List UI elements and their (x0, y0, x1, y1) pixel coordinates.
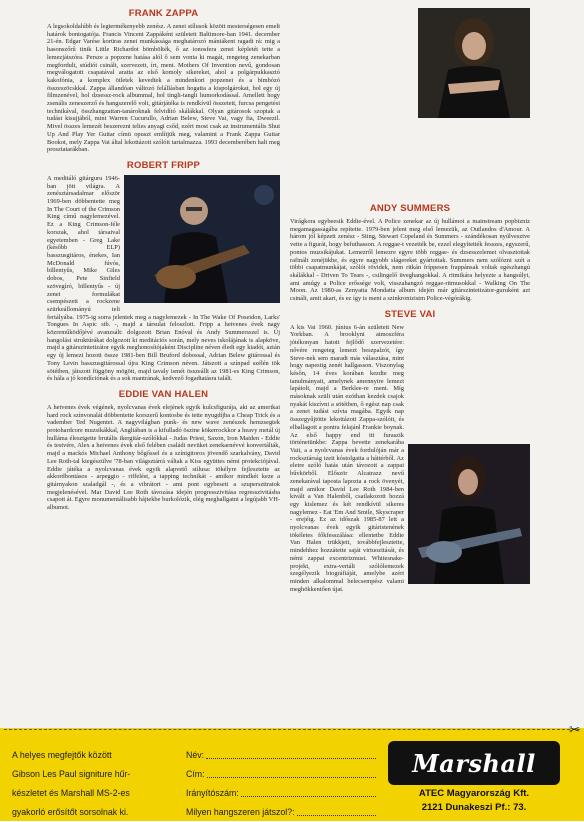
guitarist-photo-image (418, 8, 530, 118)
section-title: ANDY SUMMERS (369, 203, 451, 214)
logo-text: Marshall (412, 748, 536, 778)
promo-line: készletet és Marshall MS-2-es (12, 788, 130, 798)
guitarist-photo-image (124, 175, 280, 303)
sponsor-address-line: ATEC Magyarország Kft. (418, 788, 530, 799)
section-eddie-van-halen (47, 389, 280, 512)
instrument-label: Milyen hangszeren játszol?: (186, 807, 295, 817)
section-title: STEVE VAI (384, 308, 436, 320)
section-frank-zappa (47, 8, 280, 154)
address-line[interactable] (207, 765, 376, 778)
van-halen-photo (418, 8, 530, 118)
guitarist-photo-image (408, 444, 530, 584)
address-label: Cím: (186, 769, 205, 779)
name-field[interactable] (186, 746, 376, 765)
fripp-photo (124, 175, 280, 303)
section-andy-summers (290, 121, 530, 303)
zip-line[interactable] (241, 784, 376, 797)
name-line[interactable] (206, 746, 376, 759)
vai-photo (408, 444, 530, 584)
section-text: A kis Vai 1960. június 6-án született New Yorkban. A brooklyni atmoszféra jótékonyan hatott fejlődő szervezetére: nővére rengeteg lemezt beszpalzót, így Steve-nek sem maradt más választása, mint hogy napestig zenét hallgasson. Viszonylag későn, 14 éves korában kezdte meg tanulmányait, amelynek amennyire lemezt lapátolt, majd a Berklee-re ment. Míg másoknak szüli után ezóthan kezdek csajok nyakát kiszívni a sötétben, ő egész nap csak a zenei tudást szívta magába. Egyik nap összegyűjtötte lekottázott Zappa-szólóit, és elballagott a pontra felajánl Frankie boynak. Az első happy end itt furaszik történetünkbe: Zappa bevette zenekarába Vait, a a nyolcvanas évek fordulóján már a rocksztárság izeit kóstolgatta a háttérből. Az eletre szóló hatás után távozott a zappai bűvkörből. Először Alcatrazz nevű zenekarával taposta lapozta a rock övenyét, majd amikor David Lee Roth 1984-ben kivált a Van Halenből, csatlakozott hozzá egy kislemez és két rendkívül sikeres nagylemez - Eat 'Em And Smile, Skyscraper - erejéig. Ez az időszak 1985-87 lett a nyolcvanas évek egyik gitáristenének tökéletes főkfesszálása: ellentetbe Eddie Van Halen trükkjeit, továbbfejlesztette, mindehhez hozzátette saját virtuozitását, és némi zappai excentrizmust. Whitesnake-projekt, extra-vertált szólólemezek szegélyezik biográfiáját, amelybe azért minden alkalommal belecsempész valami meghökkentően újat. (290, 323, 404, 593)
section-title: ROBERT FRIPP (126, 159, 201, 171)
entry-form (186, 746, 376, 822)
section-text: A hetvenes évek végének, nyolcvanas évek elejének egyik kulcsfigurája, aki az amerikai hard rock színvonalát döbbentette korszerű kontosbe és tette nyugdíjba a Cheap Trick és a vadember Ted Nugentet. A nagyvilágban punk- és new wave zenészek hemzsegtek protohardcore muzsikákkal, Angliában is a kifulladó öszine kökerrockkor a heavy metál új hulláma élesztgette brutális ikergitár-szólókkal - Judas Priest, Saxon, Iron Maiden - Eddie és testvére, Alex a hetvenes évek első felében családi nevüket zenekarnévvé konvertálták, majd a mackós Michael Anthony bőgőssel és a színigitoros jövendő szarkalvány, David Lee Roth-tal kiegészülve '78-ban világsztárrá váltak a Kiss együttes némi protekciójával. Eddie játéka a nyolcvanas évek egyik alapvető stílusa: tökélyre fejlesztette az akkordbontásos - arpeggio - riffelést, a tapping technikát - amikor mindkét keze a gitárnyakon szaladgál -, és a vibrátort - ami pont egybesett a szuperszttratok megjelenésével. Mar David Lee Roth távozása idején progresszivitása regresszivitásba csapott át. Egyre monumentálisabb hájtekbe burkolózik, elég meghallgatni a legújabb VH-albumot. (47, 403, 280, 512)
section-text: Virágkora egybeesik Eddie-ével. A Police zenekar az új hullámot a mainstream popbizniz megamagasságába repítette. 1979-ben jelent meg első lemezük, az Outlandos d'Amour. A három jól képzett zenész - Sting, Stewart Copeland és Summers - szándékosan nyúlvesztve vette a figurát, hogy befuthasson. A reggae-t vezették be, ezzel elegyítették fesszes, egyszerű, pontos muzsikájukat. Lemezről lemezre egyre több reggae- és dzsesszelemet olvasztottak rafinált zenéjükbe, és egyre nagyobb slágereket gyártottak. Summers nem szólózni szét a többi csapatmunkájat, szólói rövidek, nem ritkán fríppesen frappánsak voltak egészhangú skálákkal - Driven To Tears -, csilingelő üveghangokkal. A ritmikára helyezte a hangsúlyt, ami amúgy a Police erőssége volt, visszahangzó reggae-ritmusokkal - Walking On The Moon. Az 1980-as Zenyatta Mondatta album idején már gitárszintetizátor-guruként azt csinált, amit akart, és ez így is ment a szinkronizistm Police-végórákig. (290, 218, 530, 303)
section-text: A legsokoldalúbb és legtermékenyebb zenész. A zenei stílusok között mesterségesen emelt határok bontogatója. Francis Vincent Zappáként született Baltimore-ban 1941. december 21-én. Edgar Varèse korüras zenei munkássága meghatározó mániákent ragadt rá: mig a hasonszőrű tinik Little Richardot bömbölték, ő az ionosfera zenei képletét tette a lemezjátszóra. Persze a popzene hatása alól ő sem vonta ki magát, rengeteg zenekarban megfordult, stúdiót csinált, szervezett, írt, ment. Mothers Of Invention nevű, gondosan megválogatott csapatával aratta az első komoly sikereket, ahol a polgárpukkasztó kakofónia, a komplex ötletek kevedtek a mindenkori popzenei és a bimbózó összeszöcskkal. Zappa állandóan változó felállásban hogatta a kispolgárokat, hol egy új filmzenével, hol dzsessz-rock albummal, hol tingli-tangli humorkodással. Amellett hogy zsenális zeneszerző és hangszerelő volt, gitárjátéka is rendkívül összetett, furcsa pengetési technikával, összhangzattan-tanároknak felvidító skálákkal. Olyan gitárosok szoptak a tudást kisujjából, mint Warren Cucurullo, Adrian Belew, Steve Vai, vagy fia, Dweezil. Mivel összes lemezét beszerezni telies anyagi csőd, ezért most csak az instrumentális Shut Up And Play Yer Guitar címü opuszt említjük meg, valamint a Frank Zappa Guitar Bookot, mely Zappa Vai által lekottázott szólóit tartalmazza. 1993 decemberében halt meg prosztatarákban. (47, 23, 280, 154)
marshall-logo (388, 741, 560, 785)
right-column (290, 8, 530, 599)
section-text: A meditáló gitárguru 1946-ban jött világra. A zenésztársadalmar először 1969-ben döbbentette meg In The Court of the Crimson King című nagylemezével. Ez a King Crimson-féle korszak, ahol társaival egyetemben - Greg Lake (később ELP) basszusgitáros, énekes, Ian McDonald fúvós, billentyűs, Mike Giles dobos, Pete Sinfield szövegíró, billentyűs - új zenei formulákat csempészett a rockzene szürkeállományú teli fertályába. 1975-ig sorra jelentek meg a nagylemezek - In The Wake Of Poseidon, Larks' Tongues In Aspic stb. -, majd a társulat feloszlott. Fripp a hetvenes évek nagy közreműködőjévé avanzsált: dolgozott Brian Enóval és Andy Summersszel is. Új hangolási struktúrákat dolgozott ki meditációs során, mely neves iskolájának is alapköve, majd a gitárszintetizátor egyik meghonosítójaként Discipline néven éledt egy kiadót, aztán egy új lemezt hozott össze 1981-ben Bill Bruford dobossal, Adrian Belew gitárossal és Tony Levin basszusgitárossal újra King Crimson néven. Játszott a színpad szélén tök sötétben, játszott függöny mögött, majd tavaly ismét összeállt az 1981-es King Crimson, és hála a jó kondíciónak és a sok mantrának, kedvező fogadtatásra talált. (47, 174, 280, 383)
left-column (47, 8, 280, 518)
zip-field[interactable] (186, 784, 376, 803)
sponsor-address-line: 2121 Dunakeszi Pf.: 73. (421, 802, 527, 813)
section-title: EDDIE VAN HALEN (118, 388, 209, 400)
promo-line: Gibson Les Paul signiture hűr- (12, 769, 131, 779)
zip-label: Irányítószám: (186, 788, 239, 798)
address-field[interactable] (186, 765, 376, 784)
instrument-line[interactable] (297, 803, 376, 816)
contest-promo-text (12, 746, 178, 822)
cut-line (4, 729, 580, 730)
promo-line: A helyes megfejtők között (12, 750, 112, 760)
section-robert-fripp (47, 160, 280, 383)
section-title: FRANK ZAPPA (128, 8, 199, 19)
scissors-icon: ✂ (569, 722, 580, 737)
sponsor-block (388, 741, 560, 813)
promo-line: gyakorló erősítőt sorsolnak ki. (12, 807, 129, 817)
name-label: Név: (186, 750, 205, 760)
instrument-field[interactable] (186, 803, 376, 822)
section-steve-vai (290, 309, 530, 594)
